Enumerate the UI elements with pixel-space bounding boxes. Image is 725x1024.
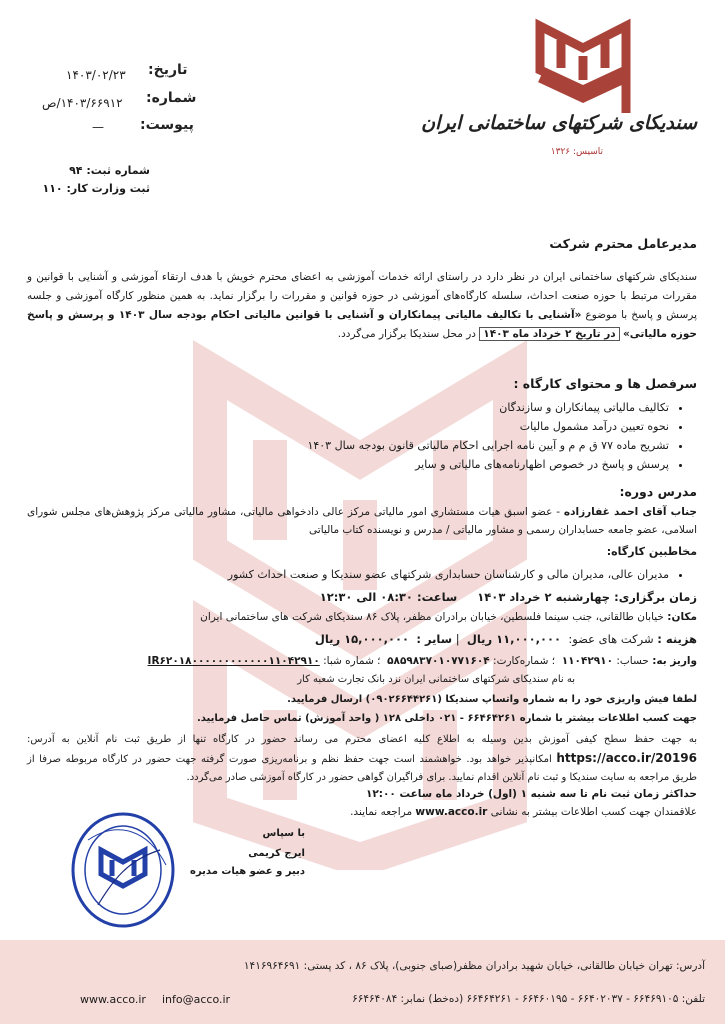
attachment-label: پیوست: <box>140 117 194 133</box>
signer-title: دبیر و عضو هیات مدیره <box>190 866 305 877</box>
intro-paragraph <box>27 268 697 344</box>
topics-list <box>307 398 685 474</box>
number-value: ۱۴۰۳/۶۶۹۱۲/ص <box>42 96 123 110</box>
venue-label: مکان: <box>667 611 697 623</box>
instructor-bio: - عضو اسبق هیات مستشاری امور مالیاتی مرکز عالی دادخواهی مالیاتی، مشاور مالیاتی مرکز پژوهش‌های مجلس شورای اسلامی، عضو جامعه حسابداران رسمی و مشاور مالیاتی / مدرس و نویسنده کتاب مالیاتی <box>27 506 697 536</box>
founded-year: تاسیس: ۱۳۲۶ <box>550 147 603 157</box>
footer-address: آدرس: تهران خیابان طالقانی، خیابان شهید برادران مظفر(صبای جنوبی)، پلاک ۸۶ ، کد پستی: ۱۴۱۶۹۶۴۶۹۱ <box>243 960 705 972</box>
footer-email[interactable]: info@acco.ir <box>162 993 231 1006</box>
account-holder: به نام سندیکای شرکتهای ساختمانی ایران نزد بانک تجارت شعبه کار <box>297 674 575 685</box>
footer-band <box>0 940 725 1024</box>
footer-website[interactable]: www.acco.ir <box>80 993 146 1006</box>
card-number: ۵۸۵۹۸۳۷۰۱۰۷۷۱۶۰۴ <box>387 655 490 667</box>
register-text-2: امکانپذیر خواهد بود. خواهشمند است جهت حفظ نظم و برنامه‌ریزی صورت گرفته جهت حضور در کارگاه مربوطه صرفا از طریق مراجعه به سایت سندیکا و ثبت نام آنلاین اقدام نمایید. برای فراگیران گواهی حضور در کارگاه آموزشی صادر می‌گردد. <box>27 754 697 783</box>
footer-phones: تلفن: ۶۶۴۶۹۱۰۵ - ۶۶۴۰۲۰۳۷ - ۶۶۴۶۰۱۹۵ - ۶۶۴۶۴۲۶۱ (ده‌خط) نمابر: ۶۶۴۶۴۰۸۴ <box>352 993 705 1005</box>
fees-others-amount: ۱۵,۰۰۰,۰۰۰ ریال <box>314 632 410 646</box>
list-item: • تکالیف مالیاتی پیمانکاران و سازندگان <box>307 398 669 417</box>
schedule-line <box>320 590 697 604</box>
payment-label: واریز به: <box>652 655 697 667</box>
sheba-label: شماره شبا: <box>323 655 374 667</box>
list-item: • مدیران عالی، مدیران مالی و کارشناسان حسابداری شرکتهای عضو سندیکا و صنعت احداث کشور <box>228 565 669 584</box>
syndicate-logo-icon <box>528 18 638 118</box>
signature-greeting: با سپاس <box>262 828 305 839</box>
fees-line: هزینه : شرکت های عضو: ۱۱,۰۰۰,۰۰۰ ریال | سایر : ۱۵,۰۰۰,۰۰۰ ریال <box>314 632 697 646</box>
audience-heading: مخاطبین کارگاه: <box>606 545 697 558</box>
receipt-instruction: لطفا فیش واریزی خود را به شماره واتساپ سندیکا (۰۹۰۲۶۶۴۴۲۶۱) ارسال فرمایید. <box>287 694 697 705</box>
schedule-label: زمان برگزاری: <box>614 590 697 604</box>
list-item: • پرسش و پاسخ در خصوص اظهارنامه‌های مالیاتی و سایر <box>307 455 669 474</box>
syndicate-name: سندیکای شرکتهای ساختمانی ایران <box>421 112 697 134</box>
intro-text-1: سندیکای شرکتهای ساختمانی ایران در نظر دارد در راستای ارائه خدمات آموزشی به اعضای محترم خویش با هدف ارتقاء آموزشی و آشنایی با قوانین و مقررات مرتبط با حوزه صنعت احداث، سلسله کارگاه‌های آموزشی در حوزه قوانین و مقررات را برگزار نماید. به همین منظور کارگاه آموزشی و جلسه پرسش و پاسخ با موضوع <box>27 271 697 321</box>
topics-heading: سرفصل ها و محتوای کارگاه : <box>513 376 697 391</box>
schedule-date: چهارشنبه ۲ خرداد ۱۴۰۳ <box>477 590 611 604</box>
registration-paragraph <box>27 731 697 787</box>
venue-line <box>200 611 697 623</box>
fees-members-label: شرکت های عضو: <box>568 632 654 646</box>
list-item: • تشریح ماده ۷۷ ق م م و آیین نامه اجرایی احکام مالیاتی قانون بودجه سال ۱۴۰۳ <box>307 436 669 455</box>
register-text-1: به جهت حفظ سطح کیفی آموزش بدین وسیله به اطلاع کلیه اعضای محترم می رساند حضور در کارگاه تنها از طریق ثبت نام آنلاین به آدرس: <box>27 734 697 745</box>
official-stamp-icon <box>68 810 178 930</box>
card-label: شماره‌کارت: <box>493 655 549 667</box>
registration-link[interactable]: https://acco.ir/20196 <box>556 751 697 765</box>
workshop-topic: «آشنایی با تکالیف مالیاتی پیمانکاران و آشنایی با قوانین مالیاتی احکام بودجه سال ۱۴۰۳ و پرسش و پاسخ حوزه مالیاتی» <box>27 309 697 340</box>
instructor-info <box>27 503 697 539</box>
sheba-number: IR۶۲۰۱۸۰۰۰۰۰۰۰۰۰۰۰۰۱۱۰۴۲۹۱۰ <box>147 655 320 667</box>
fees-members-amount: ۱۱,۰۰۰,۰۰۰ ریال <box>466 632 562 646</box>
fees-others-label: سایر : <box>416 632 453 646</box>
date-value: ۱۴۰۳/۰۲/۲۳ <box>66 68 126 82</box>
payment-line: واریز به: حساب: ۱۱۰۴۲۹۱۰ ؛ شماره‌کارت: ۵۸۵۹۸۳۷۰۱۰۷۷۱۶۰۴ ؛ شماره شبا: IR۶۲۰۱۸۰۰۰۰۰۰۰۰۰۰۰۰۱۱۰۴۲۹۱۰ <box>147 655 697 667</box>
contact-instruction: جهت کسب اطلاعات بیشتر با شماره ۶۶۴۶۴۲۶۱ - ۰۲۱ داخلی ۱۲۸ ( واحد آموزش) تماس حاصل فرمایید. <box>196 713 697 724</box>
list-item: • نحوه تعیین درآمد مشمول مالیات <box>307 417 669 436</box>
attachment-value: — <box>92 120 104 134</box>
account-label: حساب: <box>616 655 649 667</box>
instructor-name: جناب آقای احمد غفارزاده <box>563 506 697 518</box>
registration-deadline: حداکثر زمان ثبت نام تا سه شنبه ۱ (اول) خرداد ماه ساعت ۱۲:۰۰ <box>365 788 697 800</box>
intro-text-2: در محل سندیکا برگزار می‌گردد. <box>337 328 480 340</box>
registration-number: شماره ثبت: ۹۴ <box>69 164 150 177</box>
salutation: مدیرعامل محترم شرکت <box>549 236 697 251</box>
ministry-registration: ثبت وزارت کار: ۱۱۰ <box>42 182 150 195</box>
date-label: تاریخ: <box>148 62 188 78</box>
number-label: شماره: <box>146 90 197 106</box>
more-info-prefix: علاقمندان جهت کسب اطلاعات بیشتر به نشانی <box>487 806 697 818</box>
venue-address: خیابان طالقانی، جنب سینما فلسطین، خیابان برادران مظفر، پلاک ۸۶ سندیکای شرکت های ساختمانی ایران <box>200 611 664 623</box>
instructor-heading: مدرس دوره: <box>619 484 697 499</box>
signer-name: ایرج کریمی <box>248 848 305 859</box>
more-info-link[interactable]: www.acco.ir <box>415 806 488 818</box>
fees-label: هزینه : <box>657 632 697 646</box>
audience-list <box>228 565 685 584</box>
account-number: ۱۱۰۴۲۹۱۰ <box>561 655 614 667</box>
workshop-date: در تاریخ ۲ خرداد ماه ۱۴۰۳ <box>479 327 619 341</box>
schedule-time: ساعت: ۰۸:۳۰ الی ۱۲:۳۰ <box>319 590 458 604</box>
more-info-line <box>350 806 697 818</box>
more-info-suffix: مراجعه نمایند. <box>350 806 416 818</box>
